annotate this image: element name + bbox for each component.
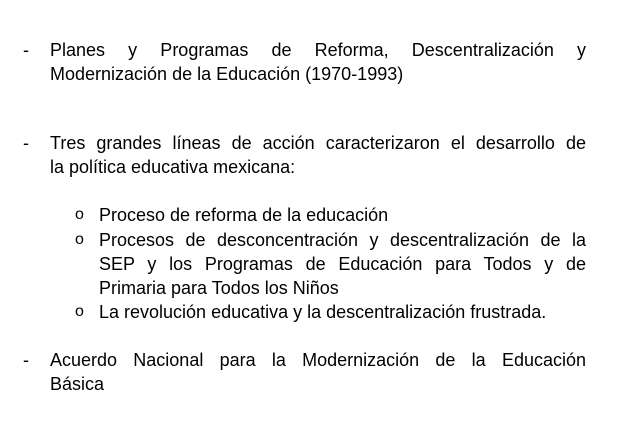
circle-bullet: o <box>75 231 84 248</box>
sub-item-text-line: SEP y los Programas de Educación para Todos y de <box>99 254 586 274</box>
circle-bullet: o <box>75 303 84 320</box>
item-text-line: Tres grandes líneas de acción caracterizaron el desarrollo de <box>50 133 586 153</box>
dash-bullet: - <box>23 133 29 153</box>
sub-item-text-line: Proceso de reforma de la educación <box>99 205 389 225</box>
sub-item-text-line: Primaria para Todos los Niños <box>99 278 339 298</box>
circle-bullet: o <box>75 206 84 223</box>
sub-item-text-line: La revolución educativa y la descentralización frustrada. <box>99 302 547 322</box>
dash-bullet: - <box>23 350 29 370</box>
item-text-line: Básica <box>50 374 105 394</box>
dash-bullet: - <box>23 40 29 60</box>
sub-item-text-line: Procesos de desconcentración y descentralización de la <box>99 230 586 250</box>
item-text-line: Modernización de la Educación (1970-1993) <box>50 64 404 84</box>
item-text-line: Planes y Programas de Reforma, Descentralización y <box>50 40 586 60</box>
item-text-line: Acuerdo Nacional para la Modernización de la Educación <box>50 350 586 370</box>
item-text-line: la política educativa mexicana: <box>50 157 296 177</box>
